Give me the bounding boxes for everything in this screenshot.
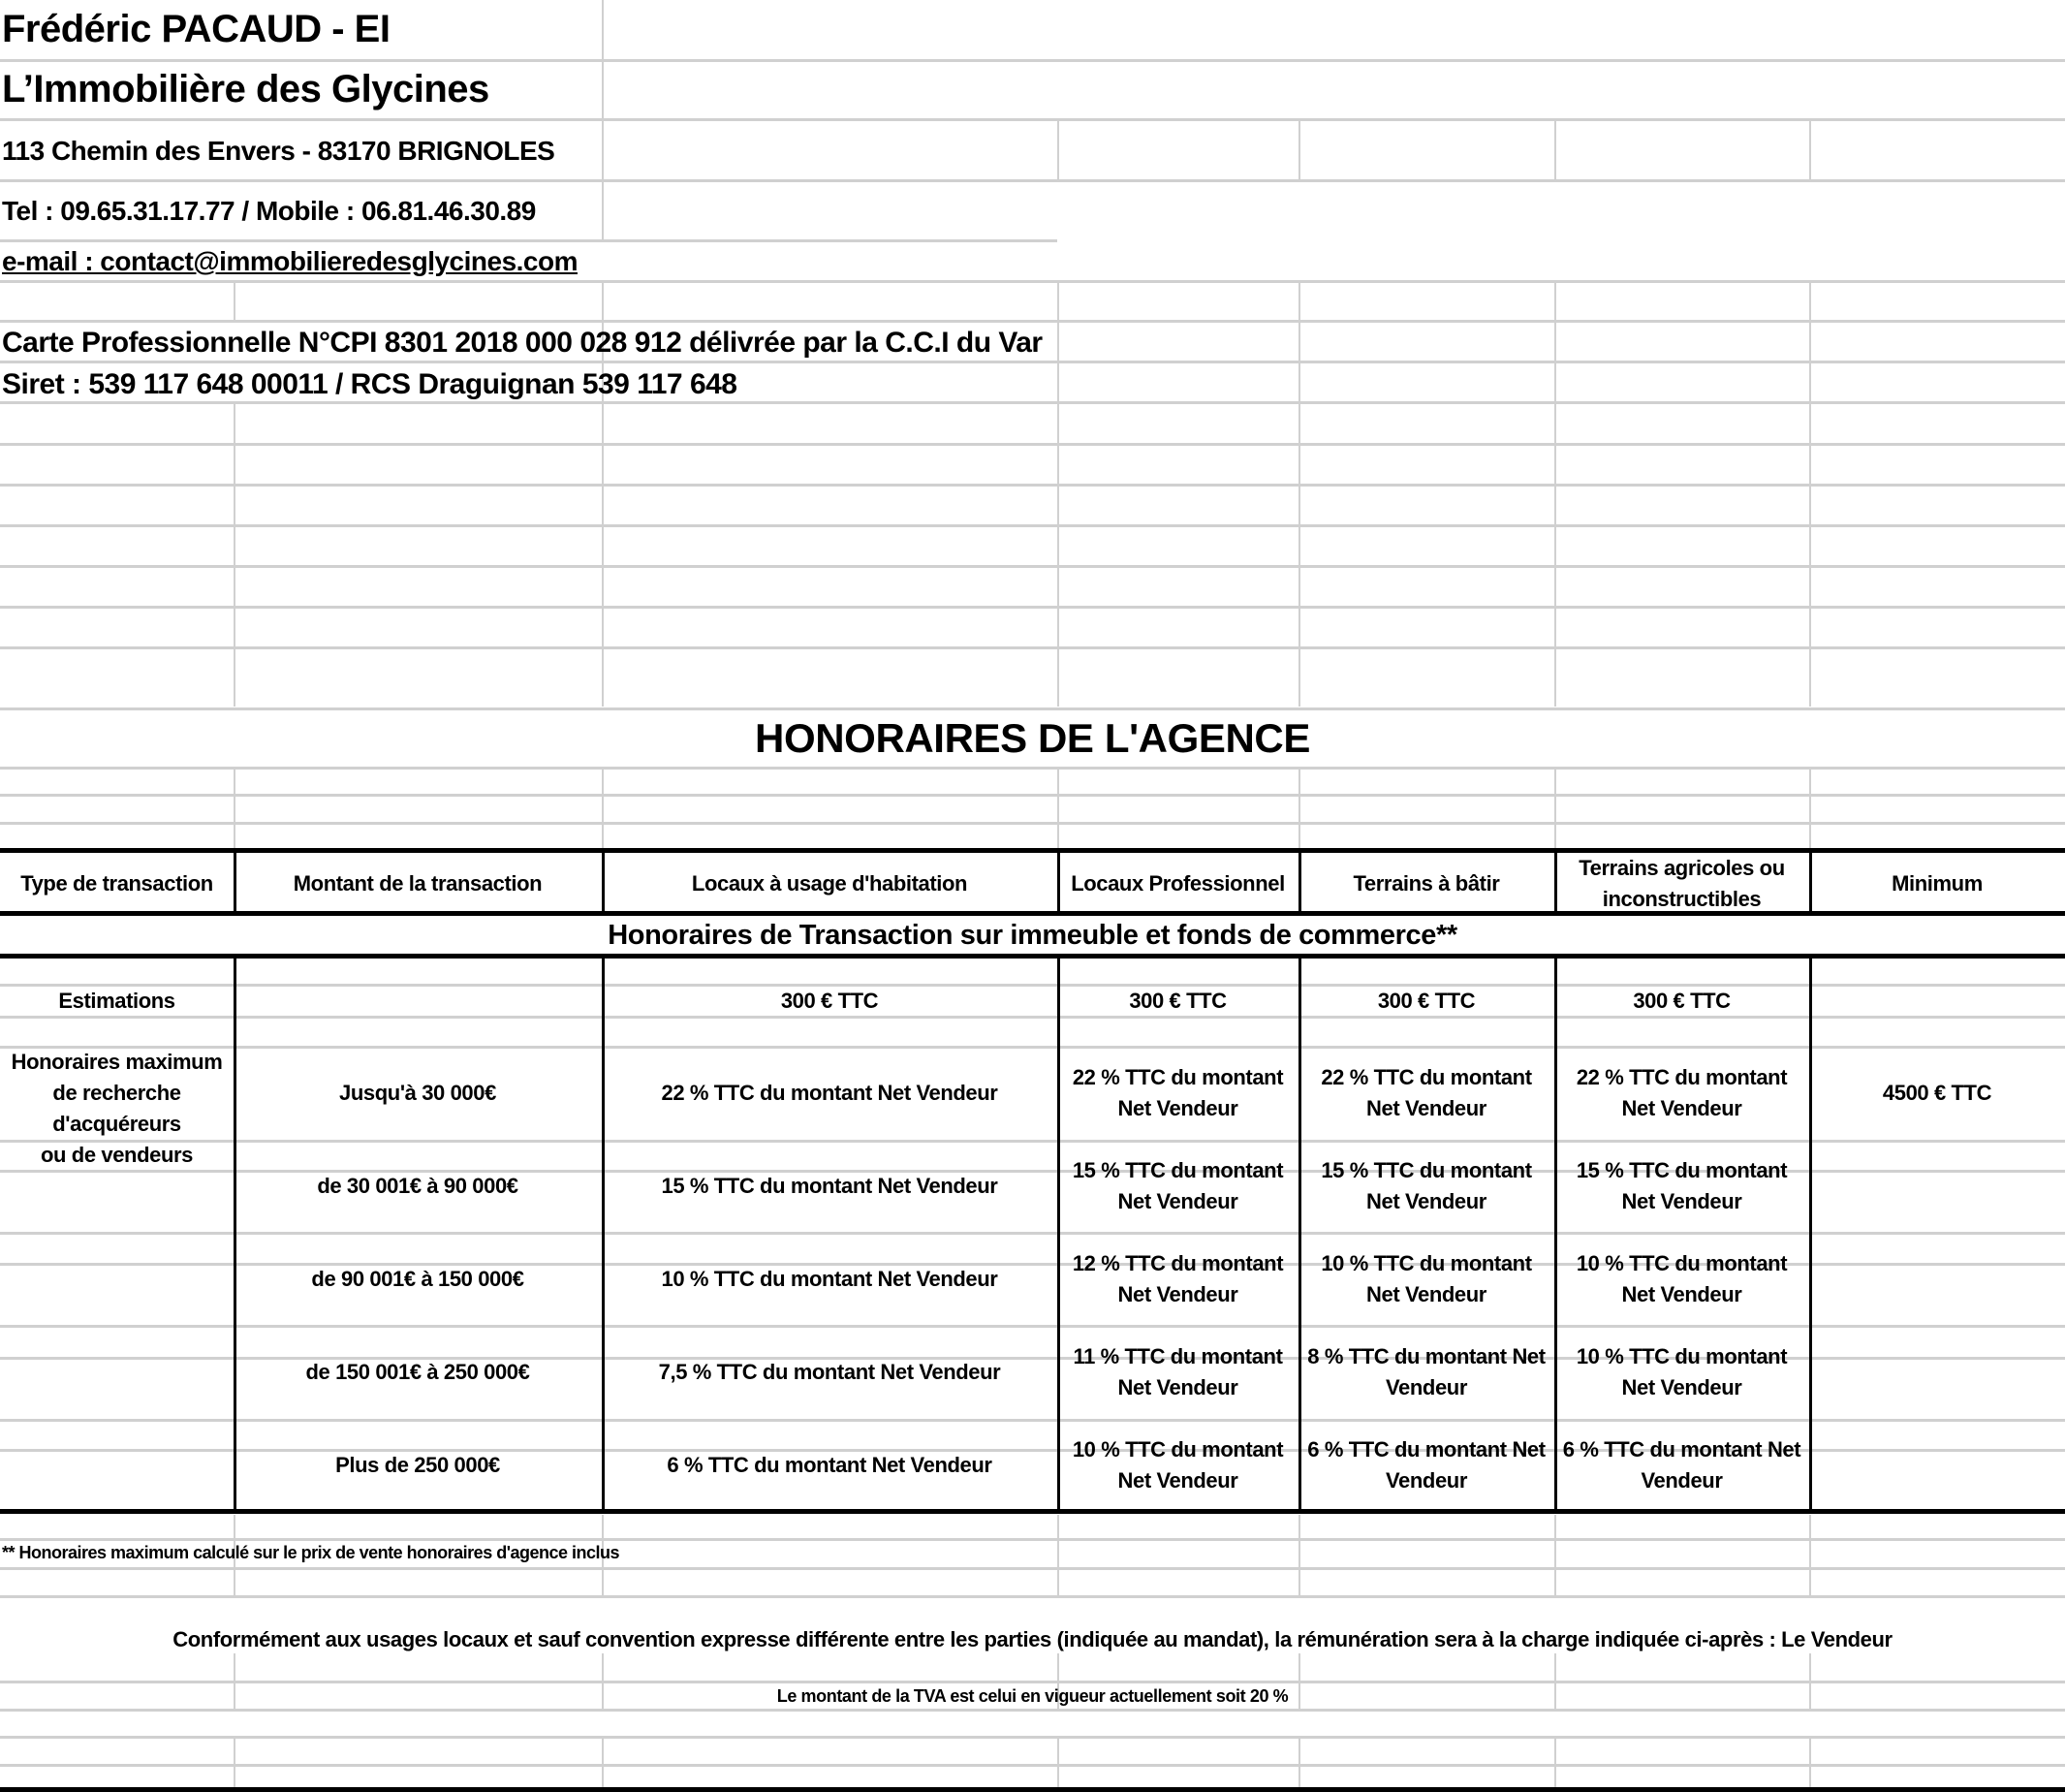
fee-cell-montant: Plus de 250 000€ [335,1453,500,1477]
grid-line [602,0,604,239]
agency-address: 113 Chemin des Envers - 83170 BRIGNOLES [2,136,555,166]
fee-cell-habitation: 15 % TTC du montant Net Vendeur [661,1174,998,1198]
grid-line [1298,280,1300,707]
grid-line [0,794,2065,797]
section-title: Honoraires de Transaction sur immeuble et fonds de commerce** [608,920,1457,951]
grid-line [1298,767,1300,850]
grid-line [1057,767,1059,850]
grid-line [1298,1736,1300,1788]
fee-cell-professionnel: 22 % TTC du montant Net Vendeur [1072,1065,1284,1120]
grid-line [0,59,2065,62]
grid-line [234,401,235,707]
fee-cell-professionnel: 12 % TTC du montant Net Vendeur [1072,1251,1284,1306]
column-header-professionnel: Locaux Professionnel [1071,871,1285,896]
type-label-line: d'acquéreurs [52,1112,181,1136]
grid-line [0,1538,2065,1541]
grid-line [1554,1736,1556,1788]
column-header-type: Type de transaction [20,871,213,896]
grid-line [0,1232,2065,1235]
table-border [0,1787,2065,1792]
grid-line [0,118,2065,121]
column-header-terrains-agricoles: Terrains agricoles ou inconstructibles [1579,856,1785,911]
grid-line [602,767,604,850]
grid-line [0,1567,2065,1570]
fee-cell-terrains-agricoles: 15 % TTC du montant Net Vendeur [1576,1158,1788,1213]
grid-line [234,767,235,850]
professional-card: Carte Professionnelle N°CPI 8301 2018 000 028 912 délivrée par la C.C.I du Var [2,327,1043,359]
grid-line [1809,1736,1811,1788]
table-border [234,955,236,1512]
grid-line [0,565,2065,568]
fee-cell-terrains-batir: 6 % TTC du montant Net Vendeur [1307,1437,1546,1493]
agency-phone: Tel : 09.65.31.17.77 / Mobile : 06.81.46.30.89 [2,196,536,226]
estimations-professionnel: 300 € TTC [1129,989,1227,1013]
fee-cell-terrains-agricoles: 22 % TTC du montant Net Vendeur [1576,1065,1788,1120]
grid-line [234,280,235,320]
fee-cell-habitation: 10 % TTC du montant Net Vendeur [661,1267,998,1291]
fee-cell-terrains-batir: 8 % TTC du montant Net Vendeur [1307,1344,1546,1399]
grid-line [0,606,2065,609]
fee-cell-professionnel: 15 % TTC du montant Net Vendeur [1072,1158,1284,1213]
column-header-terrains-batir: Terrains à bâtir [1353,871,1500,896]
grid-line [0,1736,2065,1739]
fee-cell-montant: de 90 001€ à 150 000€ [311,1267,524,1291]
grid-line [0,179,2065,182]
grid-line [0,646,2065,649]
footnote-tva: Le montant de la TVA est celui en vigueur actuellement soit 20 % [776,1686,1289,1706]
grid-line [0,361,2065,363]
column-header-habitation: Locaux à usage d'habitation [691,871,968,896]
fee-cell-terrains-batir: 10 % TTC du montant Net Vendeur [1321,1251,1532,1306]
table-border [1809,955,1812,1512]
grid-line [1809,118,1811,179]
page-title: HONORAIRES DE L'AGENCE [755,715,1310,761]
grid-line [0,1325,2065,1328]
grid-line [1057,1515,1059,1595]
grid-line [1554,767,1556,850]
grid-line [1809,280,1811,707]
table-border [0,1509,2065,1514]
type-label-block [0,1047,234,1171]
table-border [602,955,605,1512]
estimations-terrains-agricoles: 300 € TTC [1633,989,1731,1013]
agency-email-link[interactable]: e-mail : contact@immobilieredesglycines.com [2,246,578,276]
grid-line [1554,280,1556,707]
fee-cell-terrains-agricoles: 10 % TTC du montant Net Vendeur [1576,1344,1788,1399]
fee-cell-professionnel: 11 % TTC du montant Net Vendeur [1073,1344,1283,1399]
agency-name: L’Immobilière des Glycines [2,68,489,110]
grid-line [1298,1515,1300,1595]
grid-line [0,401,2065,404]
minimum-value: 4500 € TTC [1882,1081,1992,1105]
type-label-line: de recherche [52,1081,181,1105]
estimations-terrains-batir: 300 € TTC [1377,989,1476,1013]
column-header-minimum: Minimum [1892,871,1983,896]
grid-line [0,443,2065,446]
table-border [1554,955,1557,1512]
fee-cell-habitation: 22 % TTC du montant Net Vendeur [661,1081,998,1105]
grid-line [0,320,2065,323]
footnote-charge: Conformément aux usages locaux et sauf convention expresse différente entre les parties (indiquée au mandat), la rémunération sera à la charge indiquée ci-après : Le Vendeur [172,1627,1893,1651]
grid-line [1809,767,1811,850]
fee-cell-terrains-batir: 22 % TTC du montant Net Vendeur [1321,1065,1532,1120]
grid-line [0,484,2065,487]
siret-info: Siret : 539 117 648 00011 / RCS Draguignan 539 117 648 [2,368,737,400]
grid-line [1809,1515,1811,1595]
grid-line [1298,118,1300,179]
grid-line [1554,118,1556,179]
fee-cell-habitation: 7,5 % TTC du montant Net Vendeur [658,1360,1001,1384]
fee-cell-montant: de 30 001€ à 90 000€ [317,1174,518,1198]
grid-line [0,280,2065,283]
grid-line [234,1736,235,1788]
table-border [1057,955,1060,1512]
grid-line [1057,118,1059,179]
type-label-line: Honoraires maximum [11,1050,223,1074]
grid-line [0,1595,2065,1598]
fee-cell-terrains-agricoles: 10 % TTC du montant Net Vendeur [1576,1251,1788,1306]
owner-name: Frédéric PACAUD - EI [2,8,391,50]
table-border [1298,955,1301,1512]
grid-line [0,822,2065,825]
estimations-habitation: 300 € TTC [780,989,879,1013]
column-header-montant: Montant de la transaction [293,871,543,896]
fee-cell-montant: de 150 001€ à 250 000€ [305,1360,530,1384]
fee-cell-terrains-agricoles: 6 % TTC du montant Net Vendeur [1562,1437,1801,1493]
grid-line [1554,1515,1556,1595]
fee-cell-terrains-batir: 15 % TTC du montant Net Vendeur [1321,1158,1532,1213]
estimations-label: Estimations [58,989,175,1013]
fee-cell-habitation: 6 % TTC du montant Net Vendeur [667,1453,992,1477]
grid-line [602,1736,604,1788]
fee-cell-professionnel: 10 % TTC du montant Net Vendeur [1072,1437,1284,1493]
grid-line [0,239,1057,242]
footnote-honoraires: ** Honoraires maximum calculé sur le prix de vente honoraires d'agence inclus [2,1543,620,1562]
fee-cell-montant: Jusqu'à 30 000€ [339,1081,496,1105]
grid-line [1057,280,1059,707]
grid-line [0,1140,2065,1143]
grid-line [0,524,2065,527]
grid-line [0,1764,2065,1767]
grid-line [0,1419,2065,1422]
type-label-line: ou de vendeurs [41,1143,193,1167]
grid-line [1057,1736,1059,1788]
